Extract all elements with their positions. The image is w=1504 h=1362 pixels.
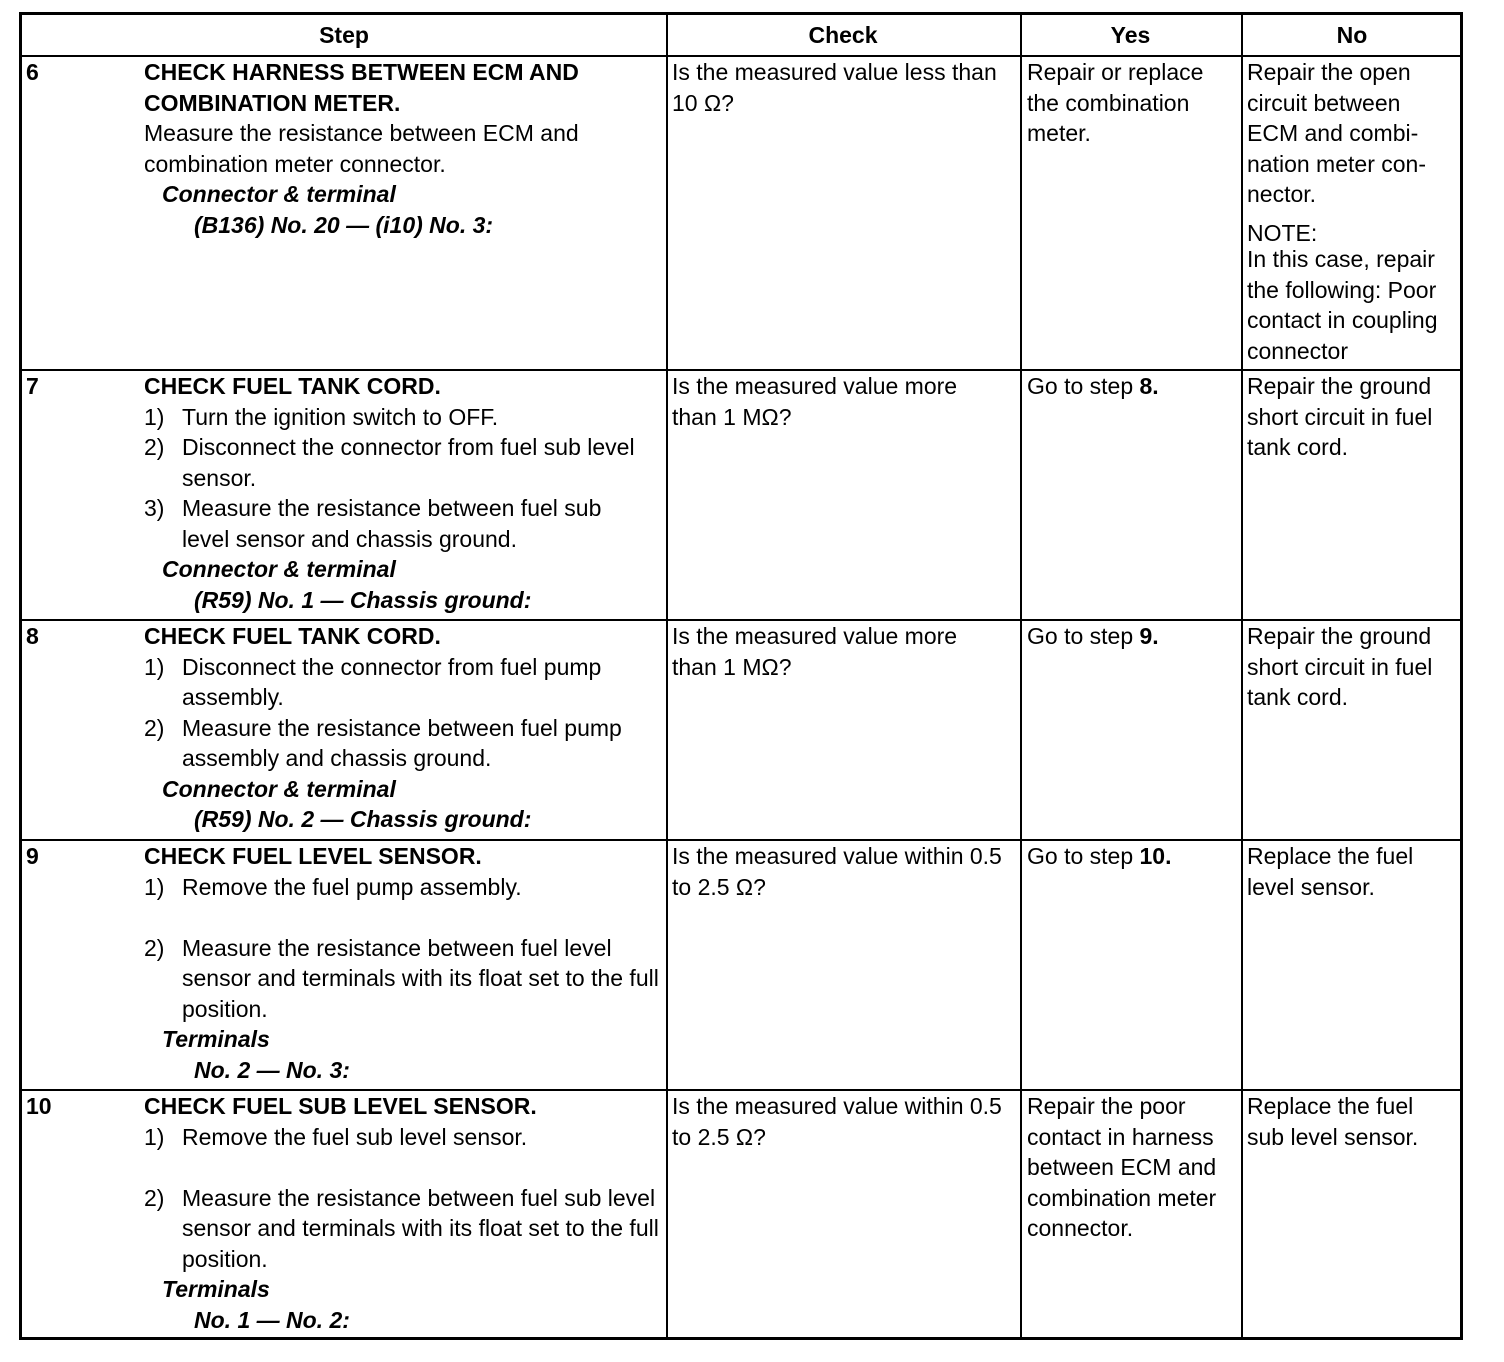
step-number: 6 [26,59,39,85]
step-content [144,371,654,615]
procedure-text: Measure the resistance between fuel sub level sensor and terminals with its float set to the full position. [182,1184,659,1272]
procedure-step [144,493,654,554]
yes-step-ref: 8. [1139,373,1159,399]
step-number: 7 [26,373,39,399]
procedure-step [144,402,654,433]
connector-terminal: (R59) No. 1 — Chassis ground: [194,586,532,613]
no-text: Repair the open circuit between ECM and combi-nation meter con-nector. [1247,59,1426,207]
procedure-text: Remove the fuel pump assembly. [182,873,522,900]
step-title: CHECK FUEL TANK CORD. [144,373,441,399]
procedure-text: Turn the ignition switch to OFF. [182,403,499,430]
yes-prefix: Go to step [1027,373,1140,399]
terminals-value: No. 2 — No. 3: [194,1056,350,1083]
yes-cell [1027,621,1232,652]
procedure-step [144,933,660,1025]
terminals-label: Terminals [162,1026,270,1052]
procedure-list [144,1122,660,1275]
yes-step-ref: 10. [1139,843,1172,869]
procedure-list [144,872,660,1025]
procedure-number: 2) [144,1184,165,1211]
column-divider [666,15,668,1337]
procedure-step [144,1122,660,1153]
step-title: CHECK HARNESS BETWEEN ECM AND COMBINATION METER. [144,59,579,116]
step-number: 8 [26,623,39,649]
procedure-text: Disconnect the connector from fuel sub level sensor. [182,434,635,491]
no-text: Replace the fuel level sensor. [1247,843,1414,900]
procedure-step [144,713,660,774]
check-text: Is the measured value within 0.5 to 2.5 Ω? [672,843,1002,900]
no-text: Repair the ground short circuit in fuel tank cord. [1247,623,1433,710]
header-no: No [1336,22,1368,48]
procedure-step [144,652,660,713]
procedure-step [144,1183,660,1275]
procedure-text: Measure the resistance between fuel sub level sensor and chassis ground. [182,495,602,552]
step-number: 10 [26,1093,52,1119]
step-title: CHECK FUEL TANK CORD. [144,623,441,649]
procedure-list [144,402,654,555]
yes-text: Repair the poor contact in harness between ECM and combination meter connector. [1027,1093,1217,1241]
step-content [144,1091,660,1335]
yes-step-ref: 9. [1139,623,1159,649]
terminals-value: No. 1 — No. 2: [194,1306,350,1333]
procedure-number: 1) [144,873,165,900]
connector-label: Connector & terminal [162,775,396,802]
procedure-number: 1) [144,653,165,680]
procedure-number: 1) [144,1123,165,1150]
diagnostic-table [19,12,1463,1340]
note-text: In this case, repair the following: Poor contact in coupling connector [1247,246,1438,364]
procedure-number: 2) [144,934,165,961]
check-text: Is the measured value within 0.5 to 2.5 Ω? [672,1093,1002,1150]
step-content [144,841,660,1085]
connector-label: Connector & terminal [162,181,396,207]
step-content [144,57,649,240]
step-description: Measure the resistance between ECM and combination meter connector. [144,120,579,177]
procedure-text: Measure the resistance between fuel pump assembly and chassis ground. [182,714,622,771]
header-check: Check [808,22,878,48]
procedure-number: 3) [144,495,165,521]
yes-prefix: Go to step [1027,843,1140,869]
procedure-list [144,652,660,774]
procedure-number: 2) [144,434,165,460]
check-text: Is the measured value more than 1 MΩ? [672,373,958,430]
yes-prefix: Go to step [1027,623,1140,649]
no-text: Replace the fuel sub level sensor. [1247,1093,1419,1150]
connector-label: Connector & terminal [162,556,396,582]
terminals-label: Terminals [162,1276,270,1302]
step-number: 9 [26,843,39,869]
procedure-step [144,432,654,493]
column-divider [1241,15,1243,1337]
check-text: Is the measured value more than 1 MΩ? [672,623,958,680]
no-text: Repair the ground short circuit in fuel tank cord. [1247,373,1433,460]
step-title: CHECK FUEL LEVEL SENSOR. [144,843,482,869]
step-title: CHECK FUEL SUB LEVEL SENSOR. [144,1093,537,1119]
header-step: Step [319,22,369,48]
connector-terminal: (B136) No. 20 — (i10) No. 3: [194,211,494,238]
yes-cell [1027,371,1232,402]
procedure-text: Disconnect the connector from fuel pump assembly. [182,653,602,710]
connector-terminal: (R59) No. 2 — Chassis ground: [194,806,532,832]
step-content [144,621,660,835]
yes-text: Repair or replace the combination meter. [1027,59,1204,146]
note-label: NOTE: [1247,219,1318,246]
procedure-number: 2) [144,714,165,741]
procedure-text: Measure the resistance between fuel level sensor and terminals with its float set to the full position. [182,934,659,1022]
check-text: Is the measured value less than 10 Ω? [672,59,997,116]
procedure-number: 1) [144,403,165,430]
column-divider [1020,15,1022,1337]
procedure-step [144,872,660,903]
header-yes: Yes [1110,22,1151,48]
procedure-text: Remove the fuel sub level sensor. [182,1123,528,1150]
no-cell [1247,57,1461,366]
yes-cell [1027,841,1232,872]
